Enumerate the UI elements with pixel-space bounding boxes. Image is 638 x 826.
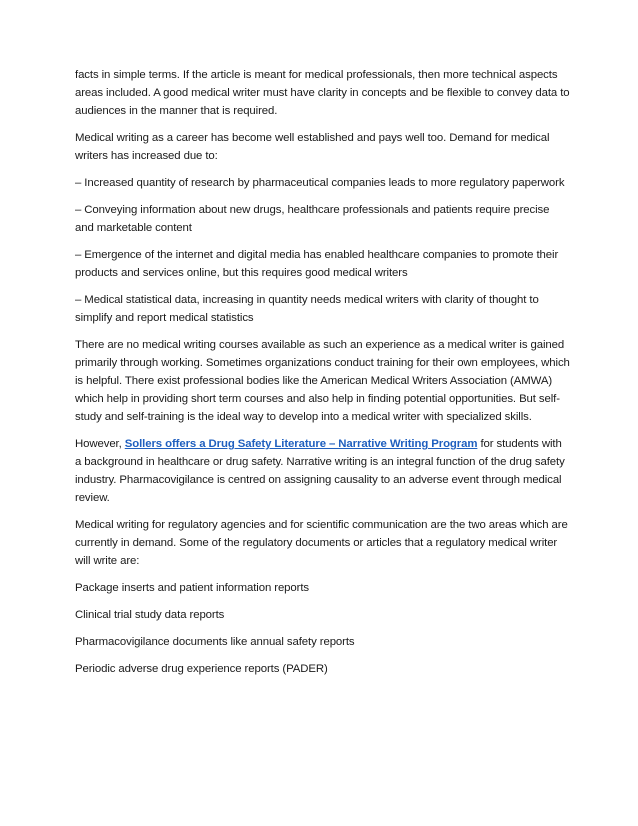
document-page (75, 66, 570, 687)
list-item-clinical-trial: Clinical trial study data reports (75, 609, 225, 621)
list-item-drug-info: – Conveying information about new drugs, healthcare professionals and patients require precise and marketable content (75, 204, 550, 234)
paragraph-regulatory: Medical writing for regulatory agencies and for scientific communication are the two areas which are currently in demand. Some of the regulatory documents or articles that a regulatory medical writer will write are: (75, 519, 568, 567)
list-item-package-inserts: Package inserts and patient information reports (75, 582, 310, 594)
paragraph-courses: There are no medical writing courses available as such an experience as a medical writer is gained primarily through working. Sometimes organizations conduct training for their own employees, which is helpful. There exist professional bodies like the American Medical Writers Association (AMWA) which help in providing short term courses and also help in finding potential opportunities. But self-study and self-training is the ideal way to develop into a medical writer with specialized skills. (75, 339, 570, 423)
list-item-research: – Increased quantity of research by pharmaceutical companies leads to more regulatory paperwork (75, 177, 565, 189)
however-prefix: However, (75, 438, 125, 450)
list-item-digital-media: – Emergence of the internet and digital media has enabled healthcare companies to promote their products and services online, but this requires good medical writers (75, 249, 559, 279)
list-item-statistics: – Medical statistical data, increasing in quantity needs medical writers with clarity of thought to simplify and report medical statistics (75, 294, 539, 324)
paragraph-however (75, 435, 570, 507)
however-suffix: for students with a background in healthcare or drug safety. Narrative writing is an integral function of the drug safety industry. Pharmacovigilance is centred on assigning causality to an adverse event through medical review. (75, 438, 565, 504)
list-item-pader: Periodic adverse drug experience reports (PADER) (75, 663, 328, 675)
paragraph-career: Medical writing as a career has become well established and pays well too. Demand for medical writers has increased due to: (75, 132, 550, 162)
paragraph-intro: facts in simple terms. If the article is meant for medical professionals, then more technical aspects areas included. A good medical writer must have clarity in concepts and be flexible to convey data to audiences in the manner that is required. (75, 69, 570, 117)
list-item-pharmacovigilance: Pharmacovigilance documents like annual safety reports (75, 636, 355, 648)
sollers-program-link[interactable]: Sollers offers a Drug Safety Literature – Narrative Writing Program (124, 438, 478, 450)
